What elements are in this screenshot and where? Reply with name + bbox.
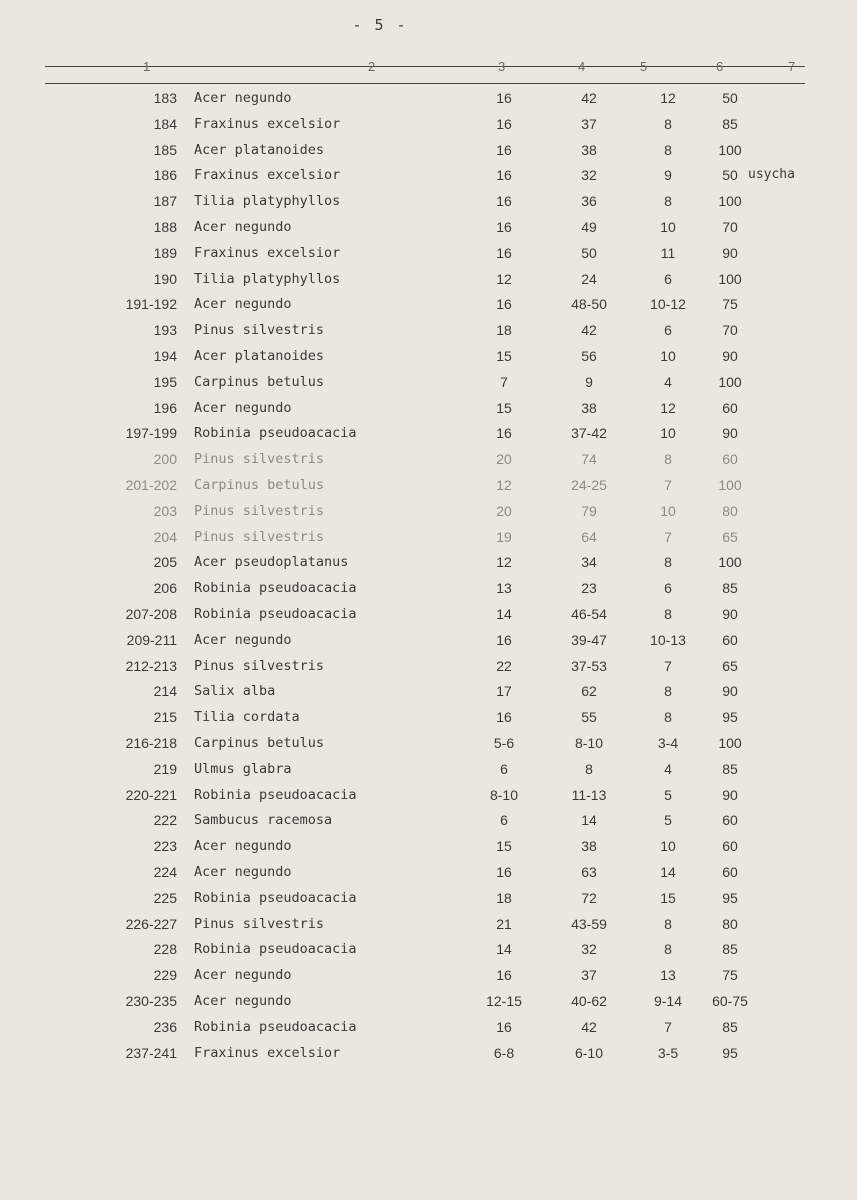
row-number: 203 bbox=[153, 502, 177, 519]
column-4-value: 24 bbox=[581, 270, 597, 287]
species-name: Acer negundo bbox=[194, 90, 292, 106]
column-3-value: 15 bbox=[496, 348, 512, 364]
column-5-value: 7 bbox=[664, 1018, 672, 1035]
header-bottom-rule bbox=[45, 83, 805, 84]
species-name: Tilia platyphyllos bbox=[194, 193, 341, 210]
column-5-value: 5 bbox=[664, 786, 672, 803]
species-name: Tilia platyphyllos bbox=[194, 270, 341, 287]
column-6-value: 95 bbox=[722, 889, 738, 906]
species-name: Carpinus betulus bbox=[194, 735, 325, 751]
row-number: 187 bbox=[153, 193, 177, 210]
column-header-2: 2 bbox=[368, 59, 376, 74]
column-header-7: 7 bbox=[788, 59, 796, 74]
row-number: 191-192 bbox=[125, 296, 177, 313]
row-number: 205 bbox=[153, 554, 177, 571]
table-row bbox=[0, 761, 857, 785]
row-number: 185 bbox=[153, 141, 177, 158]
column-6-value: 80 bbox=[722, 915, 738, 932]
row-number: 201-202 bbox=[125, 477, 177, 493]
column-6-value: 60 bbox=[722, 451, 738, 468]
column-3-value: 16 bbox=[496, 141, 512, 158]
column-5-value: 10 bbox=[660, 425, 676, 442]
column-5-value: 12 bbox=[660, 90, 676, 106]
species-name: Acer pseudoplatanus bbox=[194, 554, 349, 571]
row-number: 184 bbox=[153, 115, 177, 132]
row-number: 212-213 bbox=[125, 657, 177, 674]
column-3-value: 14 bbox=[496, 941, 512, 958]
species-name: Pinus silvestris bbox=[194, 528, 325, 545]
column-5-value: 3-4 bbox=[657, 735, 679, 751]
column-3-value: 18 bbox=[496, 322, 512, 339]
species-name: Salix alba bbox=[194, 683, 276, 700]
table-row bbox=[0, 838, 857, 862]
column-3-value: 16 bbox=[496, 115, 512, 132]
row-number: 193 bbox=[153, 322, 177, 339]
column-5-value: 8 bbox=[664, 141, 672, 158]
column-3-value: 16 bbox=[496, 709, 512, 726]
column-6-value: 90 bbox=[722, 683, 738, 700]
table-row bbox=[0, 606, 857, 630]
table-row bbox=[0, 580, 857, 604]
column-5-value: 4 bbox=[664, 373, 672, 390]
row-number: 214 bbox=[153, 683, 177, 700]
column-4-value: 11-13 bbox=[571, 786, 607, 803]
column-5-value: 9-14 bbox=[653, 993, 683, 1009]
table-row bbox=[0, 890, 857, 914]
column-header-3: 3 bbox=[498, 59, 506, 74]
column-5-value: 8 bbox=[664, 709, 672, 726]
column-6-value: 100 bbox=[718, 373, 742, 390]
column-6-value: 95 bbox=[722, 1044, 738, 1061]
table-row bbox=[0, 116, 857, 140]
column-3-value: 16 bbox=[496, 167, 512, 184]
column-5-value: 10 bbox=[660, 348, 676, 364]
column-6-value: 100 bbox=[718, 554, 742, 571]
table-row bbox=[0, 451, 857, 475]
row-number: 200 bbox=[153, 451, 177, 468]
column-header-1: 1 bbox=[143, 59, 151, 74]
column-3-value: 16 bbox=[496, 219, 512, 235]
column-4-value: 40-62 bbox=[571, 993, 607, 1009]
row-number: 224 bbox=[153, 864, 177, 880]
row-number: 226-227 bbox=[125, 915, 177, 932]
table-row bbox=[0, 271, 857, 295]
column-5-value: 12 bbox=[660, 399, 676, 416]
column-3-value: 12 bbox=[496, 477, 512, 493]
species-name: Carpinus betulus bbox=[194, 373, 325, 390]
header-top-rule bbox=[45, 66, 805, 67]
column-4-value: 55 bbox=[581, 709, 597, 726]
column-5-value: 6 bbox=[664, 580, 672, 597]
column-4-value: 74 bbox=[581, 451, 597, 468]
column-6-value: 100 bbox=[718, 270, 742, 287]
table-row bbox=[0, 348, 857, 372]
row-number: 209-211 bbox=[126, 631, 177, 648]
table-row bbox=[0, 425, 857, 449]
row-number: 195 bbox=[153, 373, 177, 390]
species-name: Acer platanoides bbox=[194, 141, 325, 158]
column-3-value: 20 bbox=[496, 502, 512, 519]
column-6-value: 85 bbox=[722, 760, 738, 777]
species-name: Robinia pseudoacacia bbox=[194, 941, 357, 958]
species-name: Ulmus glabra bbox=[194, 760, 292, 777]
table-row bbox=[0, 193, 857, 217]
table-row bbox=[0, 993, 857, 1017]
row-number: 204 bbox=[153, 528, 177, 545]
column-4-value: 38 bbox=[581, 141, 597, 158]
row-number: 197-199 bbox=[125, 425, 177, 442]
row-number: 229 bbox=[153, 967, 177, 984]
table-row bbox=[0, 941, 857, 965]
row-number: 183 bbox=[153, 90, 177, 106]
column-3-value: 16 bbox=[496, 193, 512, 210]
column-5-value: 7 bbox=[664, 657, 672, 674]
column-4-value: 49 bbox=[581, 219, 597, 235]
column-6-value: 50 bbox=[722, 90, 738, 106]
species-name: Acer negundo bbox=[194, 864, 292, 880]
column-4-value: 48-50 bbox=[571, 296, 607, 313]
species-name: Robinia pseudoacacia bbox=[194, 786, 357, 803]
column-3-value: 15 bbox=[496, 838, 512, 855]
column-6-value: 100 bbox=[718, 735, 742, 751]
column-5-value: 10 bbox=[660, 502, 676, 519]
column-3-value: 13 bbox=[496, 580, 512, 597]
column-6-value: 80 bbox=[722, 502, 738, 519]
column-4-value: 23 bbox=[581, 580, 597, 597]
column-3-value: 17 bbox=[496, 683, 512, 700]
column-4-value: 50 bbox=[581, 244, 597, 261]
species-name: Tilia cordata bbox=[194, 709, 300, 726]
column-4-value: 79 bbox=[581, 502, 597, 519]
column-4-value: 37-42 bbox=[571, 425, 607, 442]
species-name: Acer platanoides bbox=[194, 348, 325, 364]
row-number: 190 bbox=[153, 270, 177, 287]
column-3-value: 16 bbox=[496, 90, 512, 106]
column-5-value: 13 bbox=[660, 967, 676, 984]
column-5-value: 3-5 bbox=[657, 1044, 679, 1061]
table-row bbox=[0, 503, 857, 527]
column-6-value: 60 bbox=[722, 864, 738, 880]
species-name: Pinus silvestris bbox=[194, 502, 325, 519]
column-3-value: 12 bbox=[496, 554, 512, 571]
remark: usycha bbox=[748, 167, 795, 183]
column-5-value: 8 bbox=[664, 941, 672, 958]
column-4-value: 6-10 bbox=[574, 1044, 604, 1061]
column-5-value: 9 bbox=[664, 167, 672, 184]
row-number: 196 bbox=[153, 399, 177, 416]
column-4-value: 64 bbox=[581, 528, 597, 545]
column-5-value: 6 bbox=[664, 270, 672, 287]
column-5-value: 4 bbox=[664, 760, 672, 777]
column-4-value: 46-54 bbox=[571, 606, 607, 622]
row-number: 186 bbox=[153, 167, 177, 184]
table-row bbox=[0, 142, 857, 166]
column-3-value: 6 bbox=[500, 760, 508, 777]
column-3-value: 7 bbox=[500, 373, 508, 390]
column-header-6: 6 bbox=[716, 59, 724, 74]
column-3-value: 15 bbox=[496, 399, 512, 416]
table-row bbox=[0, 864, 857, 888]
table-row bbox=[0, 374, 857, 398]
species-name: Fraxinus excelsior bbox=[194, 167, 341, 184]
row-number: 207-208 bbox=[125, 606, 177, 622]
column-6-value: 60 bbox=[722, 631, 738, 648]
species-name: Acer negundo bbox=[194, 993, 292, 1009]
column-5-value: 10 bbox=[660, 219, 676, 235]
row-number: 222 bbox=[153, 812, 177, 829]
column-4-value: 32 bbox=[581, 941, 597, 958]
column-6-value: 65 bbox=[722, 528, 738, 545]
column-3-value: 21 bbox=[496, 915, 512, 932]
table-row bbox=[0, 709, 857, 733]
column-5-value: 8 bbox=[664, 554, 672, 571]
species-name: Sambucus racemosa bbox=[194, 812, 333, 829]
column-5-value: 8 bbox=[664, 606, 672, 622]
column-4-value: 8 bbox=[585, 760, 593, 777]
row-number: 236 bbox=[153, 1018, 177, 1035]
column-6-value: 70 bbox=[722, 219, 738, 235]
table-row bbox=[0, 529, 857, 553]
row-number: 219 bbox=[153, 760, 177, 777]
table-row bbox=[0, 632, 857, 656]
table-row bbox=[0, 554, 857, 578]
column-3-value: 6-8 bbox=[493, 1044, 515, 1061]
column-6-value: 85 bbox=[722, 1018, 738, 1035]
row-number: 206 bbox=[153, 580, 177, 597]
species-name: Pinus silvestris bbox=[194, 322, 325, 339]
column-4-value: 42 bbox=[581, 1018, 597, 1035]
column-3-value: 12-15 bbox=[486, 993, 522, 1009]
column-3-value: 20 bbox=[496, 451, 512, 468]
species-name: Carpinus betulus bbox=[194, 477, 325, 493]
column-5-value: 6 bbox=[664, 322, 672, 339]
column-6-value: 90 bbox=[722, 244, 738, 261]
species-name: Robinia pseudoacacia bbox=[194, 889, 357, 906]
column-6-value: 60 bbox=[722, 399, 738, 416]
column-4-value: 72 bbox=[581, 889, 597, 906]
column-6-value: 60 bbox=[722, 838, 738, 855]
table-row bbox=[0, 296, 857, 320]
column-4-value: 37 bbox=[581, 115, 597, 132]
species-name: Robinia pseudoacacia bbox=[194, 580, 357, 597]
row-number: 189 bbox=[153, 244, 177, 261]
table-row bbox=[0, 1019, 857, 1043]
column-4-value: 42 bbox=[581, 322, 597, 339]
table-row bbox=[0, 477, 857, 501]
column-4-value: 39-47 bbox=[571, 631, 607, 648]
column-5-value: 10-13 bbox=[650, 631, 686, 648]
column-6-value: 95 bbox=[722, 709, 738, 726]
column-5-value: 7 bbox=[664, 528, 672, 545]
row-number: 223 bbox=[153, 838, 177, 855]
column-4-value: 32 bbox=[581, 167, 597, 184]
column-4-value: 63 bbox=[581, 864, 597, 880]
column-6-value: 60-75 bbox=[712, 993, 748, 1009]
column-6-value: 85 bbox=[722, 580, 738, 597]
column-3-value: 16 bbox=[496, 631, 512, 648]
column-3-value: 18 bbox=[496, 889, 512, 906]
species-name: Acer negundo bbox=[194, 838, 292, 855]
column-6-value: 75 bbox=[722, 967, 738, 984]
column-5-value: 8 bbox=[664, 451, 672, 468]
column-6-value: 65 bbox=[722, 657, 738, 674]
row-number: 194 bbox=[153, 348, 177, 364]
column-4-value: 37 bbox=[581, 967, 597, 984]
table-row bbox=[0, 658, 857, 682]
column-4-value: 24-25 bbox=[571, 477, 607, 493]
species-name: Robinia pseudoacacia bbox=[194, 425, 357, 442]
column-4-value: 9 bbox=[585, 373, 593, 390]
column-6-value: 90 bbox=[722, 786, 738, 803]
column-5-value: 8 bbox=[664, 193, 672, 210]
column-header-4: 4 bbox=[578, 59, 586, 74]
column-5-value: 5 bbox=[664, 812, 672, 829]
table-row bbox=[0, 812, 857, 836]
column-3-value: 16 bbox=[496, 244, 512, 261]
column-5-value: 8 bbox=[664, 115, 672, 132]
row-number: 188 bbox=[153, 219, 177, 235]
column-3-value: 5-6 bbox=[493, 735, 515, 751]
column-4-value: 34 bbox=[581, 554, 597, 571]
table-row bbox=[0, 683, 857, 707]
table-row bbox=[0, 219, 857, 243]
row-number: 228 bbox=[153, 941, 177, 958]
column-3-value: 16 bbox=[496, 425, 512, 442]
species-name: Pinus silvestris bbox=[194, 657, 325, 674]
column-5-value: 15 bbox=[660, 889, 676, 906]
column-6-value: 70 bbox=[722, 322, 738, 339]
column-5-value: 14 bbox=[660, 864, 676, 880]
species-name: Fraxinus excelsior bbox=[194, 115, 341, 132]
column-6-value: 75 bbox=[722, 296, 738, 313]
row-number: 237-241 bbox=[125, 1044, 177, 1061]
column-6-value: 60 bbox=[722, 812, 738, 829]
table-row bbox=[0, 787, 857, 811]
column-4-value: 56 bbox=[581, 348, 597, 364]
column-6-value: 85 bbox=[722, 941, 738, 958]
row-number: 220-221 bbox=[125, 786, 177, 803]
column-4-value: 42 bbox=[581, 90, 597, 106]
column-5-value: 8 bbox=[664, 683, 672, 700]
column-6-value: 90 bbox=[722, 425, 738, 442]
column-6-value: 100 bbox=[718, 141, 742, 158]
column-4-value: 38 bbox=[581, 838, 597, 855]
table-row bbox=[0, 916, 857, 940]
row-number: 215 bbox=[153, 709, 177, 726]
column-3-value: 16 bbox=[496, 864, 512, 880]
column-3-value: 22 bbox=[496, 657, 512, 674]
column-3-value: 12 bbox=[496, 270, 512, 287]
column-4-value: 43-59 bbox=[571, 915, 607, 932]
column-6-value: 100 bbox=[718, 193, 742, 210]
species-name: Acer negundo bbox=[194, 399, 292, 416]
column-6-value: 90 bbox=[722, 348, 738, 364]
column-5-value: 7 bbox=[664, 477, 672, 493]
column-5-value: 10 bbox=[660, 838, 676, 855]
table-row bbox=[0, 322, 857, 346]
column-3-value: 16 bbox=[496, 1018, 512, 1035]
table-row bbox=[0, 245, 857, 269]
row-number: 225 bbox=[153, 889, 177, 906]
table-row bbox=[0, 967, 857, 991]
column-6-value: 100 bbox=[718, 477, 742, 493]
column-4-value: 8-10 bbox=[574, 735, 604, 751]
table-row bbox=[0, 90, 857, 114]
species-name: Robinia pseudoacacia bbox=[194, 1018, 357, 1035]
species-name: Robinia pseudoacacia bbox=[194, 606, 357, 622]
species-name: Pinus silvestris bbox=[194, 451, 325, 468]
species-name: Acer negundo bbox=[194, 967, 292, 984]
column-4-value: 14 bbox=[581, 812, 597, 829]
column-3-value: 8-10 bbox=[489, 786, 519, 803]
column-3-value: 6 bbox=[500, 812, 508, 829]
species-name: Acer negundo bbox=[194, 296, 292, 313]
page-number: - 5 - bbox=[352, 16, 408, 34]
column-6-value: 90 bbox=[722, 606, 738, 622]
species-name: Fraxinus excelsior bbox=[194, 1044, 341, 1061]
column-6-value: 85 bbox=[722, 115, 738, 132]
column-3-value: 14 bbox=[496, 606, 512, 622]
column-3-value: 16 bbox=[496, 967, 512, 984]
species-name: Fraxinus excelsior bbox=[194, 244, 341, 261]
table-row bbox=[0, 167, 857, 191]
row-number: 216-218 bbox=[125, 735, 177, 751]
column-5-value: 11 bbox=[660, 244, 676, 261]
species-name: Pinus silvestris bbox=[194, 915, 325, 932]
table-row bbox=[0, 1045, 857, 1069]
table-row bbox=[0, 400, 857, 424]
species-name: Acer negundo bbox=[194, 631, 292, 648]
column-5-value: 8 bbox=[664, 915, 672, 932]
column-6-value: 50 bbox=[722, 167, 738, 184]
row-number: 230-235 bbox=[125, 993, 177, 1009]
column-header-5: 5 bbox=[640, 59, 648, 74]
column-3-value: 19 bbox=[496, 528, 512, 545]
species-name: Acer negundo bbox=[194, 219, 292, 235]
column-4-value: 62 bbox=[581, 683, 597, 700]
column-5-value: 10-12 bbox=[650, 296, 686, 313]
column-4-value: 37-53 bbox=[571, 657, 607, 674]
column-4-value: 36 bbox=[581, 193, 597, 210]
table-row bbox=[0, 735, 857, 759]
column-3-value: 16 bbox=[496, 296, 512, 313]
column-4-value: 38 bbox=[581, 399, 597, 416]
